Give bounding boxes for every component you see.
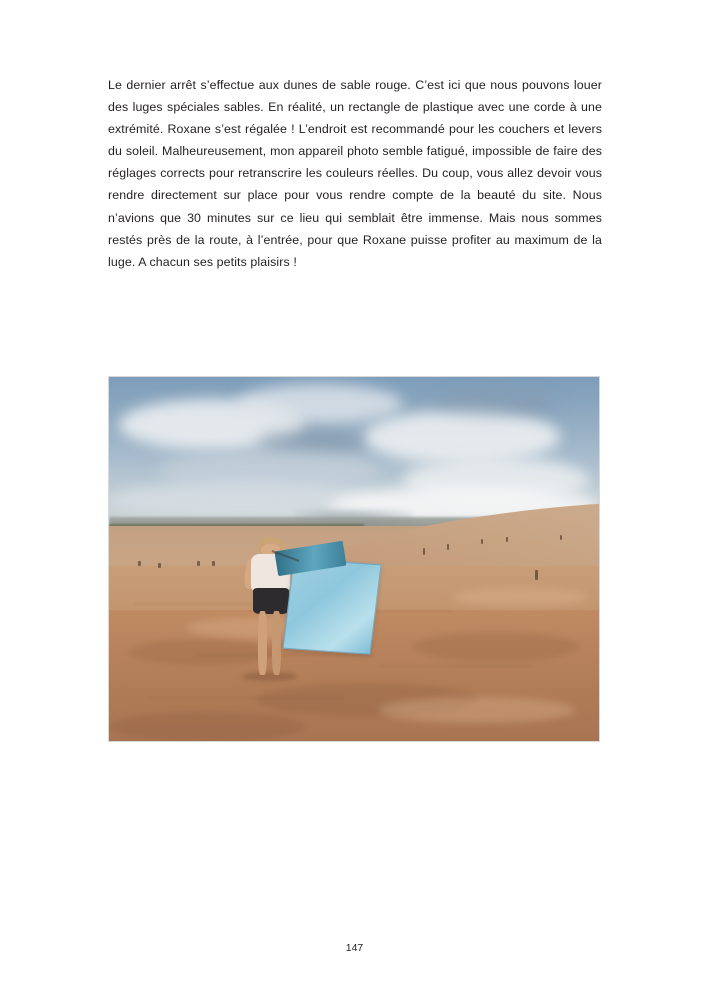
distant-person: [560, 535, 562, 540]
distant-person: [158, 563, 161, 568]
cloud-shape: [432, 388, 559, 417]
distant-person: [197, 561, 200, 566]
text-block: [108, 74, 602, 273]
distant-person: [138, 561, 141, 566]
page-number: 147: [345, 942, 364, 954]
photo-image: [109, 377, 599, 741]
sand-highlight: [379, 697, 575, 722]
sand-ripple: [148, 697, 344, 699]
distant-person: [447, 544, 449, 550]
sand-ripple: [379, 665, 536, 667]
cloud-shape: [236, 384, 403, 424]
photo-figure: [108, 376, 600, 742]
sand-shadow: [109, 712, 305, 741]
distant-person: [212, 561, 215, 566]
body-paragraph: Le dernier arrêt s’effectue aux dunes de sable rouge. C’est ici que nous pouvons louer des luges spéciales sables. En réalité, un rectangle de plastique avec une corde à une extrémité. Roxane s’est régalée ! L’endroit est recommandé pour les couchers et levers du soleil. Malheureusement, mon appareil photo semble fatigué, impossible de faire des réglages corrects pour retranscrire les couleurs réelles. Du coup, vous allez devoir vous rendre directement sur place pour vous rendre compte de la beauté du site. Nous n’avions que 30 minutes sur ce lieu qui semblait être immense. Mais nous sommes restés près de la route, à l’entrée, pour que Roxane puisse profiter au maximum de la luge. A chacun ses petits plaisirs !: [108, 78, 602, 269]
girl-right-leg: [272, 611, 281, 675]
sand-shadow: [413, 632, 580, 661]
girl-left-leg: [258, 611, 267, 675]
sand-ripple: [134, 603, 252, 605]
distant-person: [506, 537, 508, 542]
figure-shadow: [242, 672, 297, 681]
distant-person: [535, 570, 538, 580]
distant-person: [423, 548, 425, 555]
cloud-shape: [364, 410, 560, 465]
girl-shorts: [253, 588, 289, 614]
